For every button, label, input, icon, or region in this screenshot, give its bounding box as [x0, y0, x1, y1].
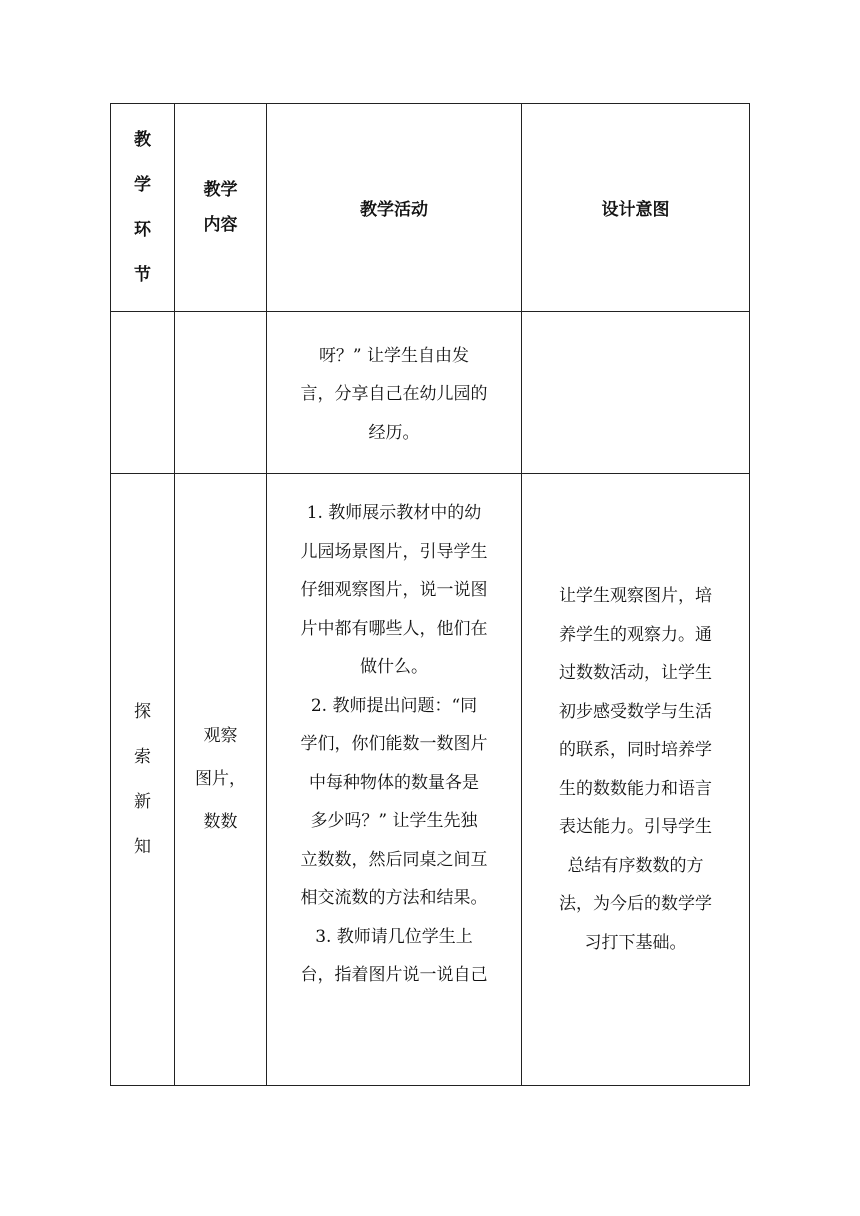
- continued-activity-cell: [267, 312, 521, 473]
- header-activity-label: 教学活动: [360, 200, 428, 220]
- content-line: 观察: [203, 726, 238, 746]
- table-border-right: [749, 103, 750, 1086]
- activity-line: 中每种物体的数量各是: [309, 772, 479, 793]
- activity-line: 2. 教师提出问题：“同: [310, 695, 478, 716]
- activity-line: 多少吗？” 让学生先独: [310, 811, 478, 831]
- header-stage-char: 环: [134, 219, 151, 240]
- stage-explore: [111, 474, 174, 1085]
- intent-line: 生的数数能力和语言: [559, 778, 712, 799]
- intent-line: 初步感受数学与生活: [559, 701, 712, 722]
- lesson-plan-table: [110, 103, 750, 1086]
- activity-line: 立数数，然后同桌之间互: [300, 849, 488, 870]
- content-line: 图片，: [195, 769, 246, 789]
- header-content-line: 内容: [203, 214, 238, 235]
- activity-line: 言，分享自己在幼儿园的: [300, 384, 488, 405]
- intent-line: 表达能力。引导学生: [559, 817, 712, 837]
- intent-line: 的联系，同时培养学: [559, 740, 712, 760]
- intent-line: 让学生观察图片，培: [559, 586, 712, 606]
- activity-line: 学们，你们能数一数图片: [300, 734, 488, 754]
- activity-line: 仔细观察图片，说一说图: [300, 580, 488, 600]
- stage-char: 知: [134, 836, 151, 857]
- header-stage-char: 教: [134, 129, 151, 150]
- intent-explore: [522, 474, 749, 1085]
- stage-char: 索: [134, 746, 151, 767]
- header-activity: [267, 104, 521, 311]
- activity-explore: [267, 474, 521, 1085]
- stage-char: 新: [134, 791, 151, 812]
- content-line: 数数: [203, 812, 238, 832]
- activity-line: 相交流数的方法和结果。: [300, 888, 488, 908]
- activity-line: 1. 教师展示教材中的幼: [306, 503, 482, 523]
- intent-line: 法，为今后的数学学: [559, 894, 712, 914]
- header-stage-char: 学: [134, 174, 151, 195]
- activity-line: 呀？” 让学生自由发: [318, 345, 470, 366]
- header-stage: [111, 104, 174, 311]
- header-content: [175, 104, 266, 311]
- header-stage-char: 节: [134, 264, 151, 285]
- intent-line: 养学生的观察力。通: [559, 624, 712, 645]
- intent-line: 习打下基础。: [584, 932, 687, 953]
- intent-line: 过数数活动，让学生: [559, 663, 712, 683]
- activity-line: 台，指着图片说一说自己: [300, 965, 488, 985]
- header-intent-label: 设计意图: [601, 200, 670, 220]
- header-content-line: 教学: [203, 179, 238, 200]
- header-intent: [522, 104, 749, 311]
- activity-line: 3. 教师请几位学生上: [315, 926, 473, 947]
- activity-line: 儿园场景图片，引导学生: [300, 541, 488, 562]
- activity-line: 片中都有哪些人，他们在: [300, 618, 488, 639]
- content-explore: [175, 474, 266, 1085]
- stage-char: 探: [134, 701, 151, 722]
- activity-line: 做什么。: [360, 657, 428, 677]
- table-border-bottom: [110, 1085, 750, 1086]
- activity-line: 经历。: [368, 422, 420, 443]
- intent-line: 总结有序数数的方: [567, 855, 704, 876]
